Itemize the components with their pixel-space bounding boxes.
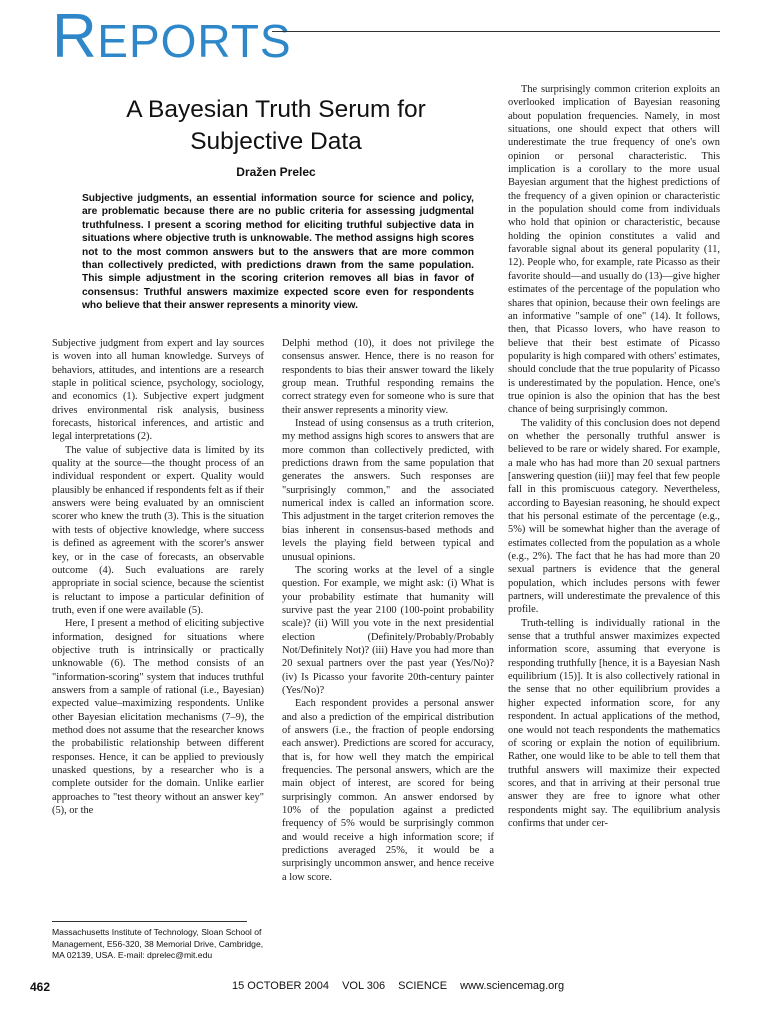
section-heading-rest: EPORTS <box>97 15 292 67</box>
author-affiliation-footnote: Massachusetts Institute of Technology, Sloan School of Management, E56-320, 38 Memorial Drive, Cambridge, MA 02139, USA. E-mail: dprelec@mit.edu <box>52 927 264 961</box>
section-heading-initial: R <box>52 2 98 71</box>
paragraph: The surprisingly common criterion exploits an overlooked implication of Bayesian reasoning about population frequencies. Namely, in most situations, one should expect that others will underestimate the true frequency of one's own opinion or personal characteristic. This implication is a corollary to the more usual Bayesian argument that the highest predictions of the frequency of a given opinion or characteristic in the population should come from individuals who hold that opinion or characteristic, because holding the opinion constitutes a valid and favorable signal about its general popularity (11, 12). People who, for example, rate Picasso as their favorite should—and usually do (13)—give higher estimates of the percentage of the population who shares that opinion, because their own feelings are an informative "sample of one" (14). It follows, then, that Picasso lovers, who have reason to believe that their best estimate of Picasso popularity is high compared with others' estimates, should conclude that the true popularity of Picasso is underestimated by the population. Hence, one's true opinion is also the opinion that has the best chance of being surprisingly common. <box>508 84 720 416</box>
paragraph: Each respondent provides a personal answer and also a prediction of the empirical distribution of answers (i.e., the fraction of people endorsing each answer). Predictions are scored for accuracy, that is, for how well they match the empirical frequencies. The personal answers, which are the main object of interest, are scored for being surprisingly common. An answer endorsed by 10% of the population against a predicted frequency of 5% would be surprisingly common and would receive a high information score; if predictions averaged 25%, it would be a surprisingly uncommon answer, and hence receive a low score. <box>282 698 494 883</box>
paragraph: The value of subjective data is limited by its quality at the source—the thought process of an individual respondent or expert. Quality would plausibly be enhanced if respondents felt as if their answers were being evaluated by an omniscient scorer who knew the truth (3). This is the situation with tests of objective knowledge, where success is defined as agreement with the scorer's answer key, or in the case of forecasts, an observable outcome (4). Such evaluations are rarely appropriate in social science, because the scientist is reluctant to impose a particular definition of truth, even if one were available (5). <box>52 444 264 616</box>
body-column-3 <box>508 83 720 965</box>
article-title-line-2: Subjective Data <box>190 128 362 155</box>
issue-date: 15 OCTOBER 2004 <box>232 980 330 992</box>
body-column-1 <box>52 337 264 917</box>
author-name: Dražen Prelec <box>236 165 316 179</box>
paragraph: Here, I present a method of eliciting subjective information, designed for situations where objective truth is intrinsically or practically unknowable (6). The method consists of an "information-scoring" system that induces truthful answers from a sample of rational (i.e., Bayesian) expected value–maximizing respondents. Unlike other Bayesian elicitation mechanisms (7–9), the method does not assume that the researcher knows the probabilistic relationship between different responses. Hence, it can be applied to previously unasked questions, by a researcher who is a complete outsider for the domain. Unlike earlier approaches to "test theory without an answer key" (5), or the <box>52 618 264 817</box>
paragraph: Truth-telling is individually rational in the sense that a truthful answer maximizes expected information score, assuming that everyone is responding truthfully [hence, it is a Bayesian Nash equilibrium (15)]. It is also collectively rational in the sense that no other equilibrium provides a higher expected information score, for any respondent. In actual applications of the method, one would not teach respondents the mathematics of scoring or explain the notion of equilibrium. Rather, one would like to be able to tell them that truthful answers will maximize their expected scores, and that in arriving at their personal true answer they are free to ignore what other respondents might say. The equilibrium analysis confirms that under cer- <box>508 617 720 829</box>
paragraph: Subjective judgment from expert and lay sources is woven into all human knowledge. Surveys of behaviors, attitudes, and intentions are a research staple in political science, psychology, sociology, and economics (1). Subjective expert judgment drives environmental risk analysis, business forecasts, historical inferences, and artistic and legal interpretations (2). <box>52 338 264 443</box>
article-title-line-1: A Bayesian Truth Serum for <box>126 96 426 123</box>
journal-name: SCIENCE <box>398 980 448 992</box>
footer-citation <box>232 980 574 992</box>
paragraph: Delphi method (10), it does not privilege the consensus answer. Hence, there is no reason for respondents to bias their answer toward the likely group mean. Truthful responding remains the correct strategy even for someone who is sure that their answer represents a minority view. <box>282 338 494 416</box>
paragraph: Instead of using consensus as a truth criterion, my method assigns high scores to answers that are more common than collectively predicted, with predictions drawn from the same population that generates the answers. Such responses are "surprisingly common," and the associated numerical index is called an information score. This adjustment in the target criterion removes the bias inherent in consensus-based methods and levels the playing field between typical and unusual opinions. <box>282 418 494 563</box>
abstract: Subjective judgments, an essential information source for science and policy, are problematic because there are no public criteria for assessing judgmental truthfulness. I present a scoring method for eliciting truthful subjective data in situations where objective truth is unknowable. The method assigns high scores not to the most common answers but to the answers that are more common than collectively predicted, with predictions drawn from the same population. This simple adjustment in the scoring criterion removes all bias in favor of consensus: Truthful answers maximize expected score even for respondents who believe that their answer represents a minority view. <box>82 193 474 312</box>
article-title <box>52 94 500 158</box>
volume-number: VOL 306 <box>342 980 386 992</box>
page-footer <box>0 980 768 996</box>
body-column-2 <box>282 337 494 965</box>
footnote-rule <box>52 921 247 922</box>
page-number: 462 <box>30 980 51 994</box>
paragraph: The validity of this conclusion does not depend on whether the personally truthful answer is believed to be rare or widely shared. For example, a male who has had more than 20 sexual partners [answering question (iii)] may feel that few people fall in this promiscuous category. Nevertheless, according to Bayesian reasoning, he should expect that his personal estimate of the percentage (e.g., 5%) will be somewhat higher than the average of estimates collected from the population as a whole (e.g., 2%). The fact that he has had more than 20 sexual partners is evidence that the general population, which includes persons with fewer partners, will underestimate the prevalence of this profile. <box>508 417 720 616</box>
journal-url: www.sciencemag.org <box>460 980 565 992</box>
paragraph: The scoring works at the level of a single question. For example, we might ask: (i) What is your probability estimate that humanity will survive past the year 2100 (100-point probability scale)? (ii) Will you vote in the next presidential election (Definitely/Probably/Probably Not/Definitely Not)? (iii) Have you had more than 20 sexual partners over the past year (Yes/No)? (iv) Is Picasso your favorite 20th-century painter (Yes/No)? <box>282 564 494 696</box>
section-heading <box>52 2 292 71</box>
heading-rule <box>272 31 720 32</box>
